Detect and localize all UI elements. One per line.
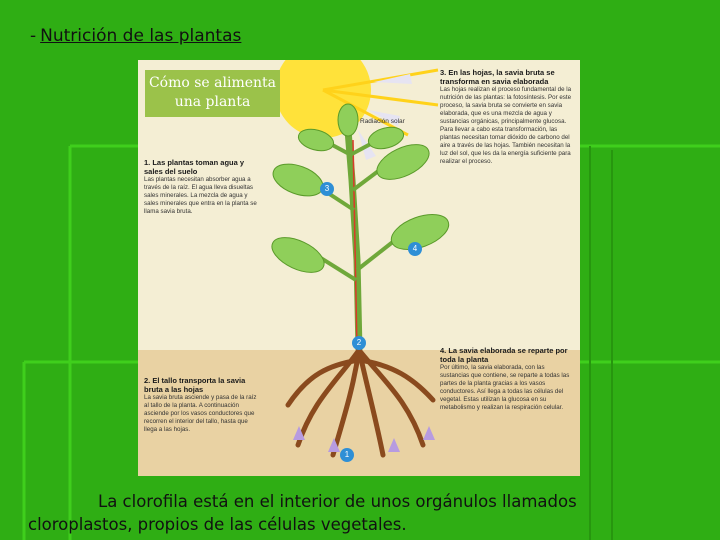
bottom-text-line2: cloroplastos, propios de las células vegetales. — [28, 515, 407, 534]
title-dash: - — [30, 26, 37, 46]
bottom-text — [28, 490, 708, 536]
step1-body: Las plantas necesitan absorber agua a través de la raíz. El agua lleva disueltas sales minerales. La mezcla de agua y sales minerales que entra en la planta se llama savia bruta. — [144, 176, 257, 215]
step2-body: La savia bruta asciende y pasa de la raíz al tallo de la planta. A continuación asciende por los vasos conductores que recorren el interior del tallo, hasta que llega a las hojas. — [144, 394, 257, 433]
caption-box: Cómo se alimenta una planta — [145, 70, 280, 117]
step2-title: 2. El tallo transporta la savia bruta a las hojas — [144, 376, 246, 394]
bottom-text-line1: La clorofila está en el interior de unos orgánulos llamados — [98, 492, 577, 511]
step4-body: Por último, la savia elaborada, con las sustancias que contiene, se reparte a todas las partes de la planta gracias a los vasos conductores. Así llega a todas las células del vegetal. Estas utilizan la glucosa en su metabolismo y realizan la respiración celular. — [440, 364, 570, 411]
slide-title — [30, 26, 241, 46]
step4-title: 4. La savia elaborada se reparte por toda la planta — [440, 346, 568, 364]
step4-text — [440, 346, 572, 412]
step1-title: 1. Las plantas toman agua y sales del suelo — [144, 158, 245, 176]
marker-2: 2 — [352, 336, 366, 350]
plant-nutrition-figure — [138, 60, 580, 476]
marker-4: 4 — [408, 242, 422, 256]
step1-text — [144, 158, 262, 216]
marker-1: 1 — [340, 448, 354, 462]
step3-title: 3. En las hojas, la savia bruta se transforma en savia elaborada — [440, 68, 555, 86]
title-text: Nutrición de las plantas — [40, 26, 242, 46]
step3-text — [440, 68, 572, 166]
step2-text — [144, 376, 262, 434]
step3-body: Las hojas realizan el proceso fundamental de la nutrición de las plantas: la fotosíntesis. Por este proceso, la savia bruta se convierte en savia elaborada, que es una mezcla de agua y sustancias orgánicas, principalmente glucosa. Para llevar a cabo esta transformación, las plantas necesitan tomar dióxido de carbono del aire a través de las hojas. También necesitan la luz del sol, que les da la energía suficiente para realizar el proceso. — [440, 86, 572, 165]
marker-3: 3 — [320, 182, 334, 196]
radiation-label: Radiación solar — [360, 118, 405, 125]
